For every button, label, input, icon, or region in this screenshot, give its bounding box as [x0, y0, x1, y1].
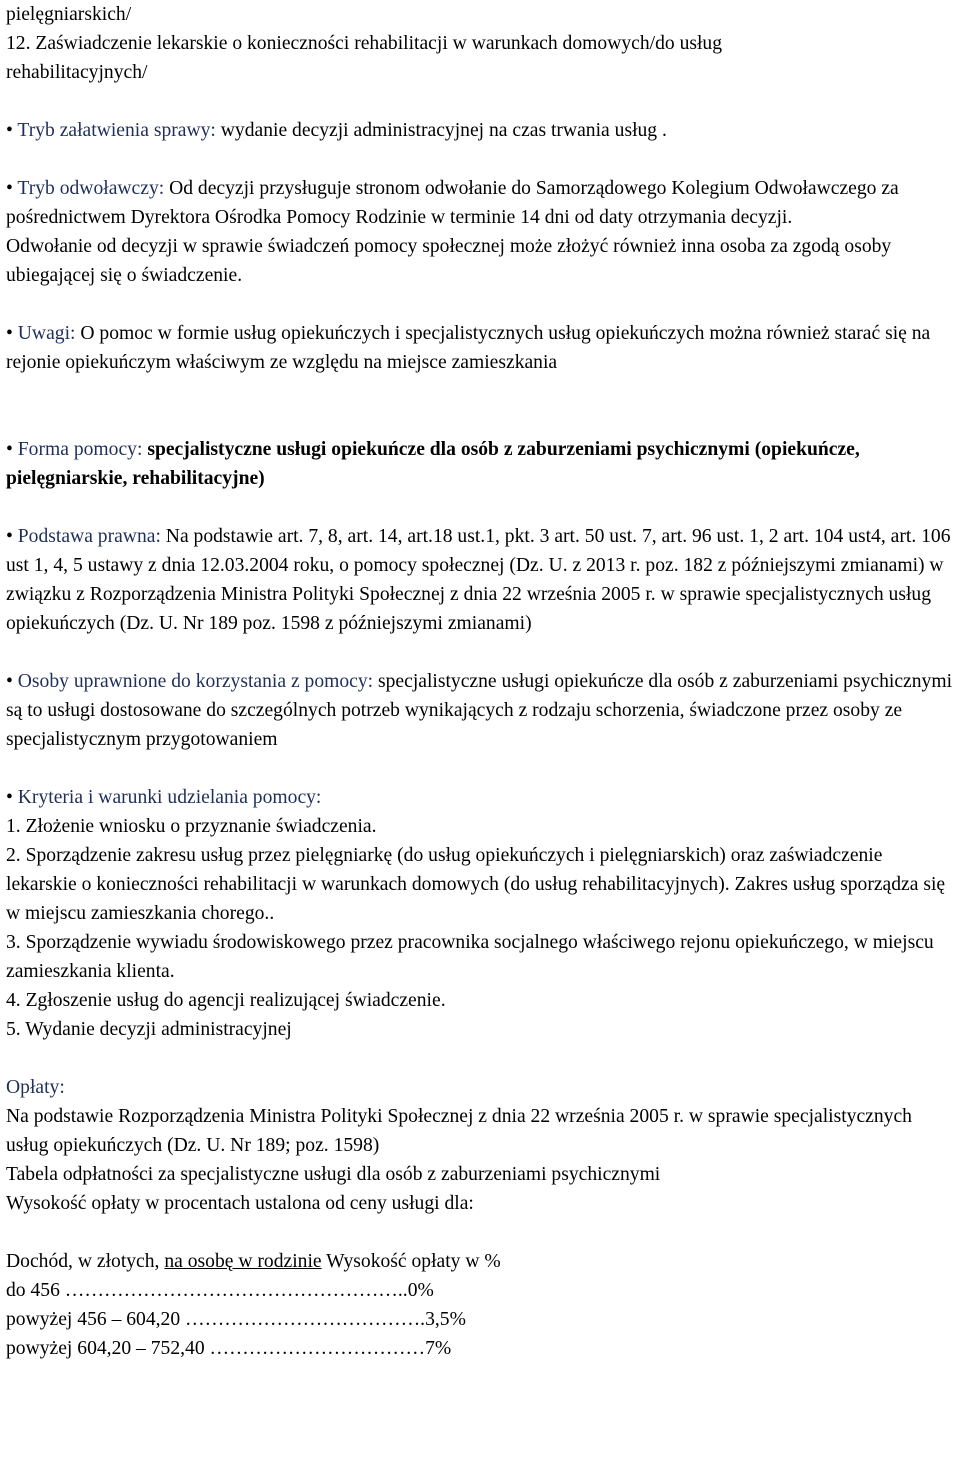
kryteria-item: 2. Sporządzenie zakresu usług przez pielęgniarkę (do usług opiekuńczych i pielęgniarskich) oraz zaświadczenie lekarskie o konieczności rehabilitacji w warunkach domowych (do usług rehabilitacyjnych). Zakres usług sporządza się w miejscu zamieszkania chorego.. — [6, 845, 946, 924]
tryb-zalatwienia — [6, 116, 954, 145]
fee-header-per-person: na osobę w rodzinie — [164, 1251, 322, 1272]
fee-header-income: Dochód, w złotych, — [6, 1251, 160, 1272]
fee-row-value: 3,5% — [425, 1309, 466, 1330]
fee-table-row — [6, 1305, 954, 1334]
fee-row-value: 7% — [425, 1338, 452, 1359]
tryb-odwolawczy-note: Odwołanie od decyzji w sprawie świadczeń pomocy społecznej może złożyć również inna osoba za zgodą osoby ubiegającej się o świadczenie. — [6, 236, 892, 286]
oplaty-line-1: Na podstawie Rozporządzenia Ministra Polityki Społecznej z dnia 22 września 2005 r. w sprawie specjalistycznych usług opiekuńczych (Dz. U. Nr 189; poz. 1598) — [6, 1106, 912, 1156]
fee-table-row — [6, 1276, 954, 1305]
kryteria-label: Kryteria i warunki udzielania pomocy: — [17, 787, 322, 808]
uwagi — [6, 319, 954, 377]
oplaty-line-3: Wysokość opłaty w procentach ustalona od ceny usługi dla: — [6, 1193, 474, 1214]
bullet-icon: • — [6, 323, 13, 344]
forma-pomocy-label: Forma pomocy: — [17, 439, 143, 460]
bullet-icon: • — [6, 526, 13, 547]
fee-row-range: do 456 — [6, 1280, 60, 1301]
fee-row-range: powyżej 456 – 604,20 — [6, 1309, 181, 1330]
tryb-odwolawczy-text: Od decyzji przysługuje stronom odwołanie do Samorządowego Kolegium Odwoławczego za pośrednictwem Dyrektora Ośrodka Pomocy Rodzinie w terminie 14 dni od daty otrzymania decyzji. — [6, 178, 899, 228]
tryb-zalatwienia-label: Tryb załatwienia sprawy: — [17, 120, 216, 141]
bullet-icon: • — [6, 671, 13, 692]
intro-line-1: pielęgniarskich/ — [6, 4, 132, 25]
oplaty-label: Opłaty: — [6, 1077, 65, 1098]
forma-pomocy-value: specjalistyczne usługi opiekuńcze dla osób z zaburzeniami psychicznymi (opiekuńcze, pielęgniarskie, rehabilitacyjne) — [6, 439, 860, 489]
tryb-odwolawczy-label: Tryb odwoławczy: — [17, 178, 165, 199]
fee-table-header — [6, 1247, 954, 1276]
intro-line-3: rehabilitacyjnych/ — [6, 62, 148, 83]
fee-row-range: powyżej 604,20 – 752,40 — [6, 1338, 205, 1359]
kryteria-item: 5. Wydanie decyzji administracyjnej — [6, 1019, 292, 1040]
fee-header-percent: Wysokość opłaty w % — [321, 1251, 501, 1272]
podstawa-prawna — [6, 522, 954, 638]
bullet-icon: • — [6, 178, 13, 199]
podstawa-prawna-text: Na podstawie art. 7, 8, art. 14, art.18 ust.1, pkt. 3 art. 50 ust. 7, art. 96 ust. 1, 2 art. 104 ust4, art. 106 ust 1, 4, 5 ustawy z dnia 12.03.2004 roku, o pomocy społecznej (Dz. U. z 2013 r. poz. 182 z późniejszymi zmianami) w związku z Rozporządzenia Ministra Polityki Społecznej z dnia 22 września 2005 r. w sprawie specjalistycznych usług opiekuńczych (Dz. U. Nr 189 poz. 1598 z późniejszymi zmianami) — [6, 526, 951, 634]
uwagi-text: O pomoc w formie usług opiekuńczych i specjalistycznych usług opiekuńczych można również starać się na rejonie opiekuńczym właściwym ze względu na miejsce zamieszkania — [6, 323, 931, 373]
kryteria-item: 1. Złożenie wniosku o przyznanie świadczenia. — [6, 816, 377, 837]
fee-row-value: 0% — [407, 1280, 434, 1301]
tryb-zalatwienia-text: wydanie decyzji administracyjnej na czas trwania usług . — [215, 120, 667, 141]
fee-row-dots: …………………………………………….. — [59, 1280, 408, 1301]
fee-row-dots: ………………………………. — [180, 1309, 426, 1330]
podstawa-prawna-label: Podstawa prawna: — [17, 526, 161, 547]
tryb-odwolawczy — [6, 174, 954, 232]
intro-line-2: 12. Zaświadczenie lekarskie o konieczności rehabilitacji w warunkach domowych/do usług — [6, 33, 723, 54]
oplaty-line-2: Tabela odpłatności za specjalistyczne usługi dla osób z zaburzeniami psychicznymi — [6, 1164, 661, 1185]
bullet-icon: • — [6, 787, 13, 808]
bullet-icon: • — [6, 120, 13, 141]
fee-row-dots: …………………………… — [204, 1338, 426, 1359]
kryteria-item: 4. Zgłoszenie usług do agencji realizującej świadczenie. — [6, 990, 446, 1011]
kryteria-item: 3. Sporządzenie wywiadu środowiskowego przez pracownika socjalnego właściwego rejonu opiekuńczego, w miejscu zamieszkania klienta. — [6, 932, 934, 982]
bullet-icon: • — [6, 439, 13, 460]
osoby-uprawnione — [6, 667, 954, 754]
osoby-uprawnione-text: specjalistyczne usługi opiekuńcze dla osób z zaburzeniami psychicznymi są to usługi dostosowane do szczególnych potrzeb wynikających z rodzaju schorzenia, świadczone przez osoby ze specjalistycznym przygotowaniem — [6, 671, 953, 750]
fee-table-row — [6, 1334, 954, 1363]
osoby-uprawnione-label: Osoby uprawnione do korzystania z pomocy: — [17, 671, 374, 692]
forma-pomocy — [6, 435, 954, 493]
uwagi-label: Uwagi: — [17, 323, 76, 344]
kryteria — [6, 783, 954, 812]
